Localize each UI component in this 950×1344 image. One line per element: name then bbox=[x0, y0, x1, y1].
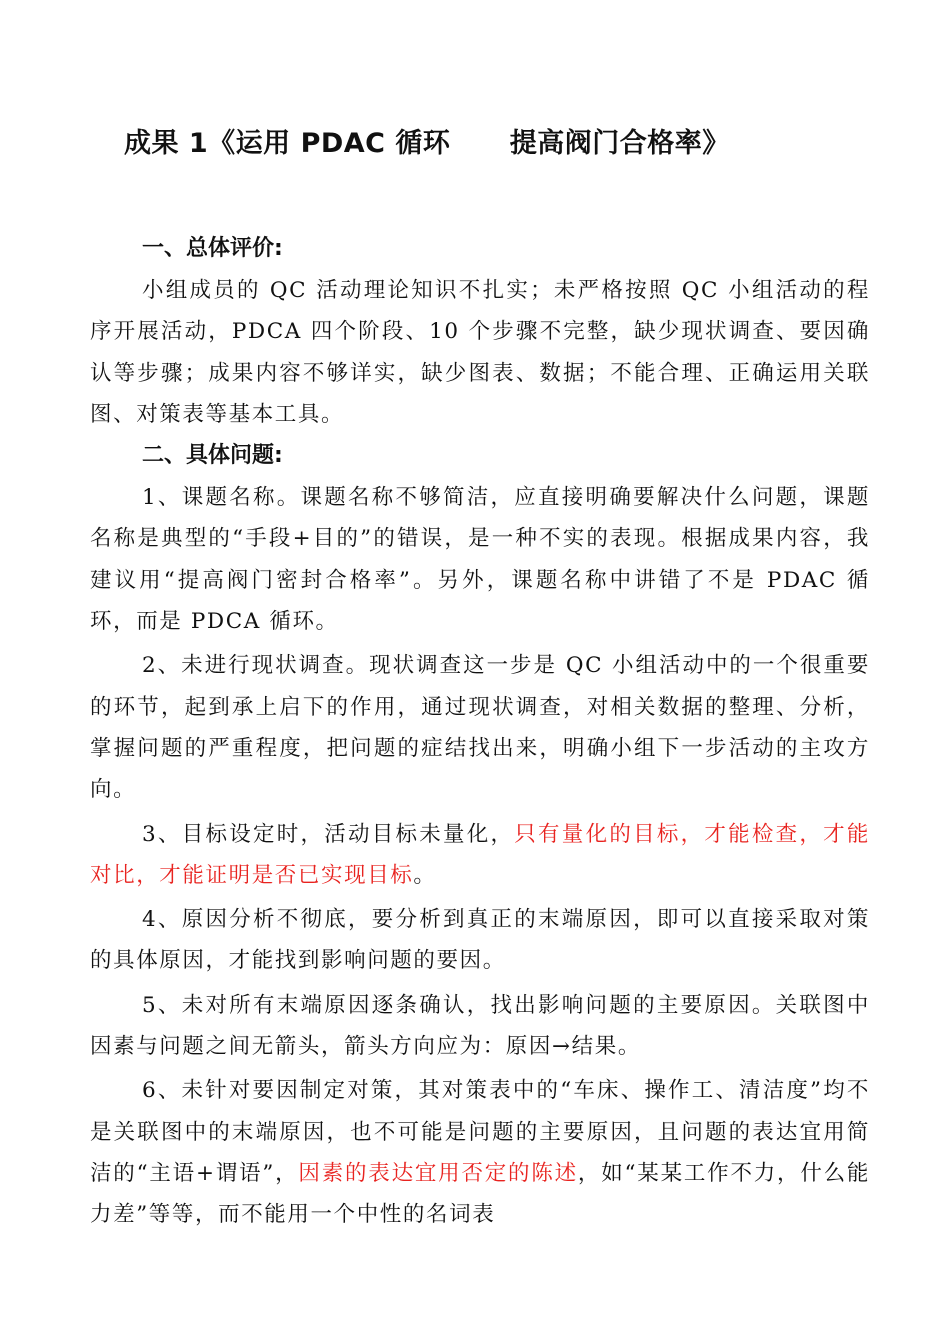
problem-item-6-highlight: 因素的表达宜用否定的陈述 bbox=[298, 1160, 578, 1186]
problem-item-6-text: 6、未针对要因制定对策，其对策表中的“车床、操作工、清洁度”均不是关联图中的末端原因，也不可能是问题的主要原因，且问题的表达宜用简洁的“主语+谓语”， bbox=[90, 1078, 870, 1186]
problem-item-1: 1、课题名称。课题名称不够简洁，应直接明确要解决什么问题，课题名称是典型的“手段+目的”的错误，是一种不实的表现。根据成果内容，我建议用“提高阀门密封合格率”。另外，课题名称中讲错了不是 PDAC 循环，而是 PDCA 循环。 bbox=[90, 485, 870, 635]
document-body bbox=[90, 228, 870, 1236]
problem-item-5: 5、未对所有末端原因逐条确认，找出影响问题的主要原因。关联图中因素与问题之间无箭头，箭头方向应为：原因→结果。 bbox=[90, 992, 870, 1060]
overall-paragraph: 小组成员的 QC 活动理论知识不扎实；未严格按照 QC 小组活动的程序开展活动，PDCA 四个阶段、10 个步骤不完整，缺少现状调查、要因确认等步骤；成果内容不够详实，缺少图表、数据；不能合理、正确运用关联图、对策表等基本工具。 bbox=[90, 278, 870, 427]
problem-item-4: 4、原因分析不彻底，要分析到真正的末端原因，即可以直接采取对策的具体原因，才能找到影响问题的要因。 bbox=[90, 907, 870, 974]
problem-item-3-highlight: 只有量化的目标，才能检查，才能对比，才能证明是否已实现目标 bbox=[90, 821, 870, 888]
problem-item-3-text: 3、目标设定时，活动目标未量化， bbox=[142, 821, 515, 847]
problem-item-3 bbox=[90, 814, 870, 897]
problem-item-3-tail: 。 bbox=[413, 862, 437, 888]
document-title: 成果 1《运用 PDAC 循环 提高阀门合格率》 bbox=[124, 128, 730, 159]
problem-item-6-tail: ，如“某某工作不力，什么能力差”等等，而不能用一个中性的名词表 bbox=[90, 1160, 871, 1228]
section-heading-problems: 二、具体问题: bbox=[142, 443, 283, 469]
section-heading-overall: 一、总体评价: bbox=[142, 236, 283, 261]
problem-item-2: 2、未进行现状调查。现状调查这一步是 QC 小组活动中的一个很重要的环节，起到承上启下的作用，通过现状调查，对相关数据的整理、分析，掌握问题的严重程度，把问题的症结找出来，明确小组下一步活动的主攻方向。 bbox=[90, 653, 870, 803]
problem-item-6 bbox=[90, 1070, 870, 1235]
